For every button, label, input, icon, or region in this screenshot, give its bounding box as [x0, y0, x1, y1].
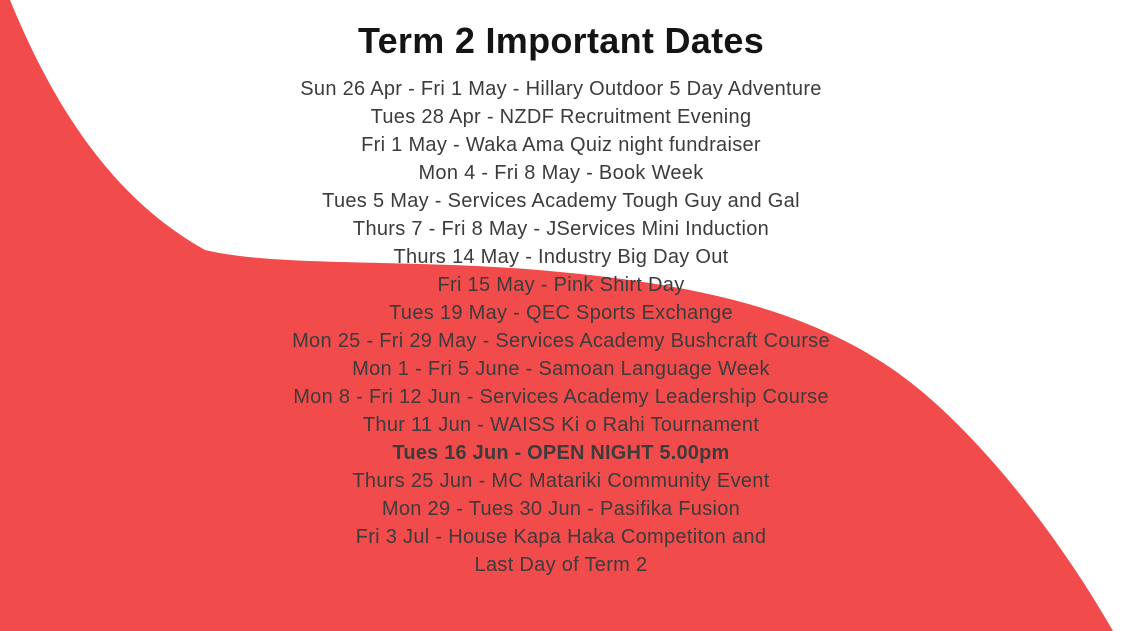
event-line: Fri 1 May - Waka Ama Quiz night fundraiser [361, 134, 761, 156]
event-line: Mon 25 - Fri 29 May - Services Academy Bushcraft Course [292, 330, 830, 352]
event-line: Tues 19 May - QEC Sports Exchange [389, 302, 733, 324]
event-line: Last Day of Term 2 [474, 554, 648, 576]
event-line: Mon 1 - Fri 5 June - Samoan Language Week [352, 358, 770, 380]
event-line: Mon 4 - Fri 8 May - Book Week [418, 162, 704, 184]
event-line: Thurs 25 Jun - MC Matariki Community Event [352, 470, 770, 492]
event-line: Tues 5 May - Services Academy Tough Guy and Gal [322, 190, 800, 212]
page-title: Term 2 Important Dates [357, 20, 765, 61]
event-line: Thurs 14 May - Industry Big Day Out [393, 246, 729, 268]
event-line: Mon 29 - Tues 30 Jun - Pasifika Fusion [381, 498, 741, 520]
event-list [111, 75, 1011, 579]
event-line: Sun 26 Apr - Fri 1 May - Hillary Outdoor 5 Day Adventure [300, 78, 822, 100]
event-line: Tues 28 Apr - NZDF Recruitment Evening [370, 106, 752, 128]
event-line: Fri 15 May - Pink Shirt Day [437, 274, 685, 296]
event-line: Thurs 7 - Fri 8 May - JServices Mini Induction [352, 218, 770, 240]
event-line: Fri 3 Jul - House Kapa Haka Competiton and [355, 526, 767, 548]
event-line: Tues 16 Jun - OPEN NIGHT 5.00pm [392, 442, 730, 464]
event-line: Mon 8 - Fri 12 Jun - Services Academy Leadership Course [293, 386, 829, 408]
event-line: Thur 11 Jun - WAISS Ki o Rahi Tournament [362, 414, 760, 436]
